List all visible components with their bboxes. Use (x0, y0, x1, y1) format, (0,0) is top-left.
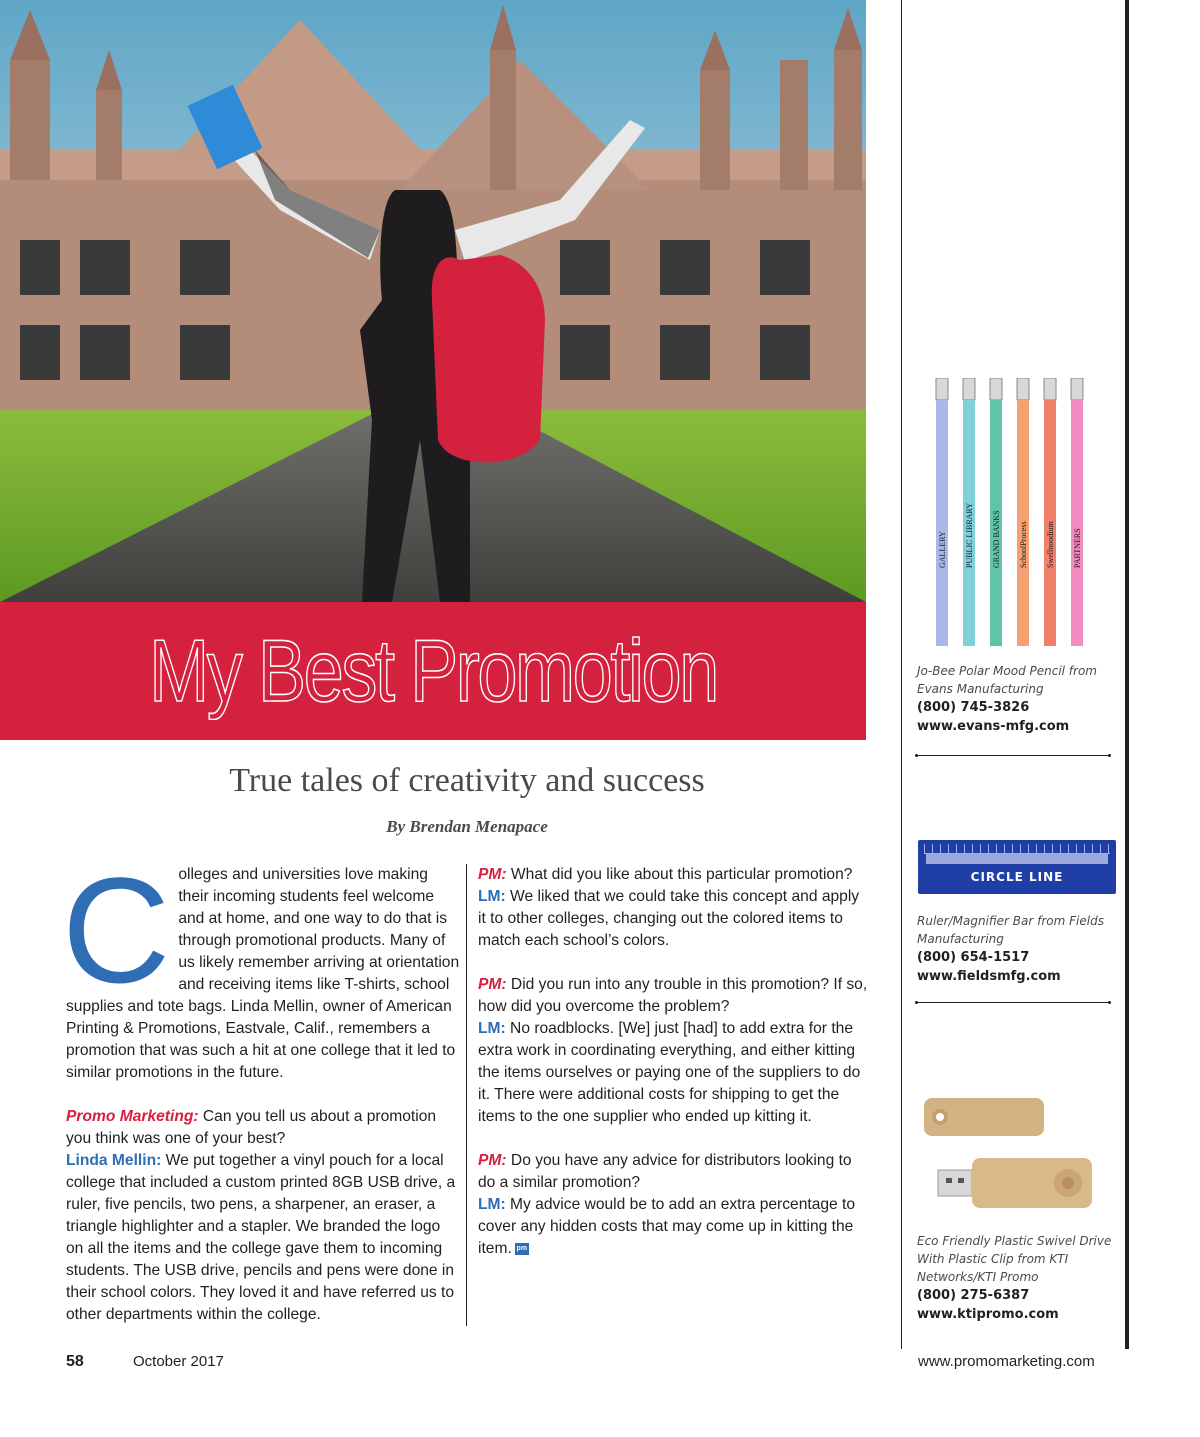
question-label: PM: (478, 866, 507, 883)
qa-block-4 (478, 1150, 868, 1260)
answer-label: LM: (478, 888, 506, 905)
article-column-left (62, 846, 460, 1348)
sidebar-product-3 (917, 1232, 1117, 1324)
title-banner (0, 602, 866, 740)
ruler-logo: CIRCLE LINE (970, 870, 1064, 884)
sidebar-rule-left (901, 0, 902, 1349)
pencil-imprint: Swellnoodium (1046, 521, 1055, 568)
answer-text: We liked that we could take this concept and apply it to other colleges, changing out the colored items to match each school’s colors. (478, 888, 860, 949)
pencil-imprint: GRAND BANKS (992, 510, 1001, 568)
end-mark-icon: pm (515, 1243, 529, 1255)
product-url: www.evans-mfg.com (917, 719, 1070, 734)
question-text: What did you like about this particular promotion? (506, 866, 853, 883)
pencil-imprint: PUBLIC LIBRARY (965, 502, 974, 568)
pencil-5 (1044, 378, 1056, 646)
answer-text: My advice would be to add an extra percentage to cover any hidden costs that may come up in kitting the item. (478, 1196, 856, 1257)
article-byline: By Brendan Menapace (386, 817, 548, 836)
drop-cap: C (62, 846, 171, 1014)
question-label: PM: (478, 1152, 507, 1169)
sidebar-separator (916, 1002, 1110, 1003)
product-url: www.fieldsmfg.com (917, 969, 1061, 984)
question-label: PM: (478, 976, 507, 993)
sidebar-rule-right (1125, 0, 1129, 1349)
qa-block-1 (66, 1106, 460, 1326)
answer-text: No roadblocks. [We] just [had] to add extra for the extra work in coordinating everything, and either kitting the items ourselves or paying one of the suppliers to do it. There were additional costs for shipping to get the items to the one supplier who ended up kitting it. (478, 1020, 861, 1125)
pencil-imprint: SchoolProcess (1019, 521, 1028, 568)
sidebar-product-1 (917, 662, 1117, 736)
pencil-1 (936, 378, 948, 646)
article-column-right (478, 864, 868, 1282)
ruler-magnifier-image (918, 840, 1116, 894)
answer-label: LM: (478, 1020, 506, 1037)
answer-label: LM: (478, 1196, 506, 1213)
column-divider (466, 864, 467, 1326)
pencil-3 (990, 378, 1002, 646)
product-caption: Ruler/Magnifier Bar from Fields Manufacturing (917, 914, 1104, 946)
question-text: Did you run into any trouble in this promotion? If so, how did you overcome the problem? (478, 976, 868, 1015)
article-title: My Best Promotion (149, 621, 717, 720)
question-text: Can you tell us about a promotion you think was one of your best? (66, 1108, 437, 1147)
pencil-imprint: GALLERY (938, 531, 947, 568)
answer-label: Linda Mellin: (66, 1152, 162, 1169)
sidebar-product-2 (917, 912, 1117, 986)
hero-image (0, 0, 866, 602)
pencil-2 (963, 378, 975, 646)
product-caption: Eco Friendly Plastic Swivel Drive With Plastic Clip from KTI Networks/KTI Promo (917, 1234, 1112, 1284)
intro-paragraph: Colleges and universities love making their incoming students feel welcome and at home, and one way to do that is through promotional products. Many of us likely remember arriving at orientation and receiving items like T-shirts, school supplies and tote bags. Linda Mellin, owner of American Printing & Promotions, Eastvale, Calif., remembers a promotion that was such a hit at one college that it led to similar promotions in the future. (62, 846, 460, 1081)
sidebar-separator (916, 755, 1110, 756)
pencil-imprint: PARTNERS (1073, 528, 1082, 568)
college-building-illustration (0, 0, 866, 602)
question-text: Do you have any advice for distributors looking to do a similar promotion? (478, 1152, 852, 1191)
product-phone: (800) 654-1517 (917, 950, 1030, 965)
usb-swivel-drive-image (918, 1082, 1118, 1222)
qa-block-2 (478, 864, 868, 952)
question-label: Promo Marketing: (66, 1108, 199, 1125)
answer-text: We put together a vinyl pouch for a local college that included a custom printed 8GB USB drive, a ruler, five pencils, two pens, a sharpener, an eraser, a triangle highlighter and a stapler. We branded the logo on all the items and the college gave them to incoming students. The USB drive, pencils and pens were done in their school colors. They loved it and have referred us to other departments within the college. (66, 1152, 456, 1323)
issue-date: October 2017 (133, 1353, 224, 1370)
footer-website: www.promomarketing.com (918, 1353, 1095, 1370)
pencil-4 (1017, 378, 1029, 646)
pencil-6 (1071, 378, 1083, 646)
ruler-ticks (924, 844, 1110, 854)
article-subtitle: True tales of creativity and success (229, 762, 705, 799)
product-phone: (800) 745-3826 (917, 700, 1030, 715)
product-url: www.ktipromo.com (917, 1307, 1059, 1322)
product-caption: Jo-Bee Polar Mood Pencil from Evans Manufacturing (917, 664, 1097, 696)
qa-block-3 (478, 974, 868, 1128)
mood-pencils-image (930, 378, 1100, 650)
product-phone: (800) 275-6387 (917, 1288, 1030, 1303)
magnifier-strip (926, 854, 1108, 864)
page-number: 58 (66, 1353, 84, 1370)
